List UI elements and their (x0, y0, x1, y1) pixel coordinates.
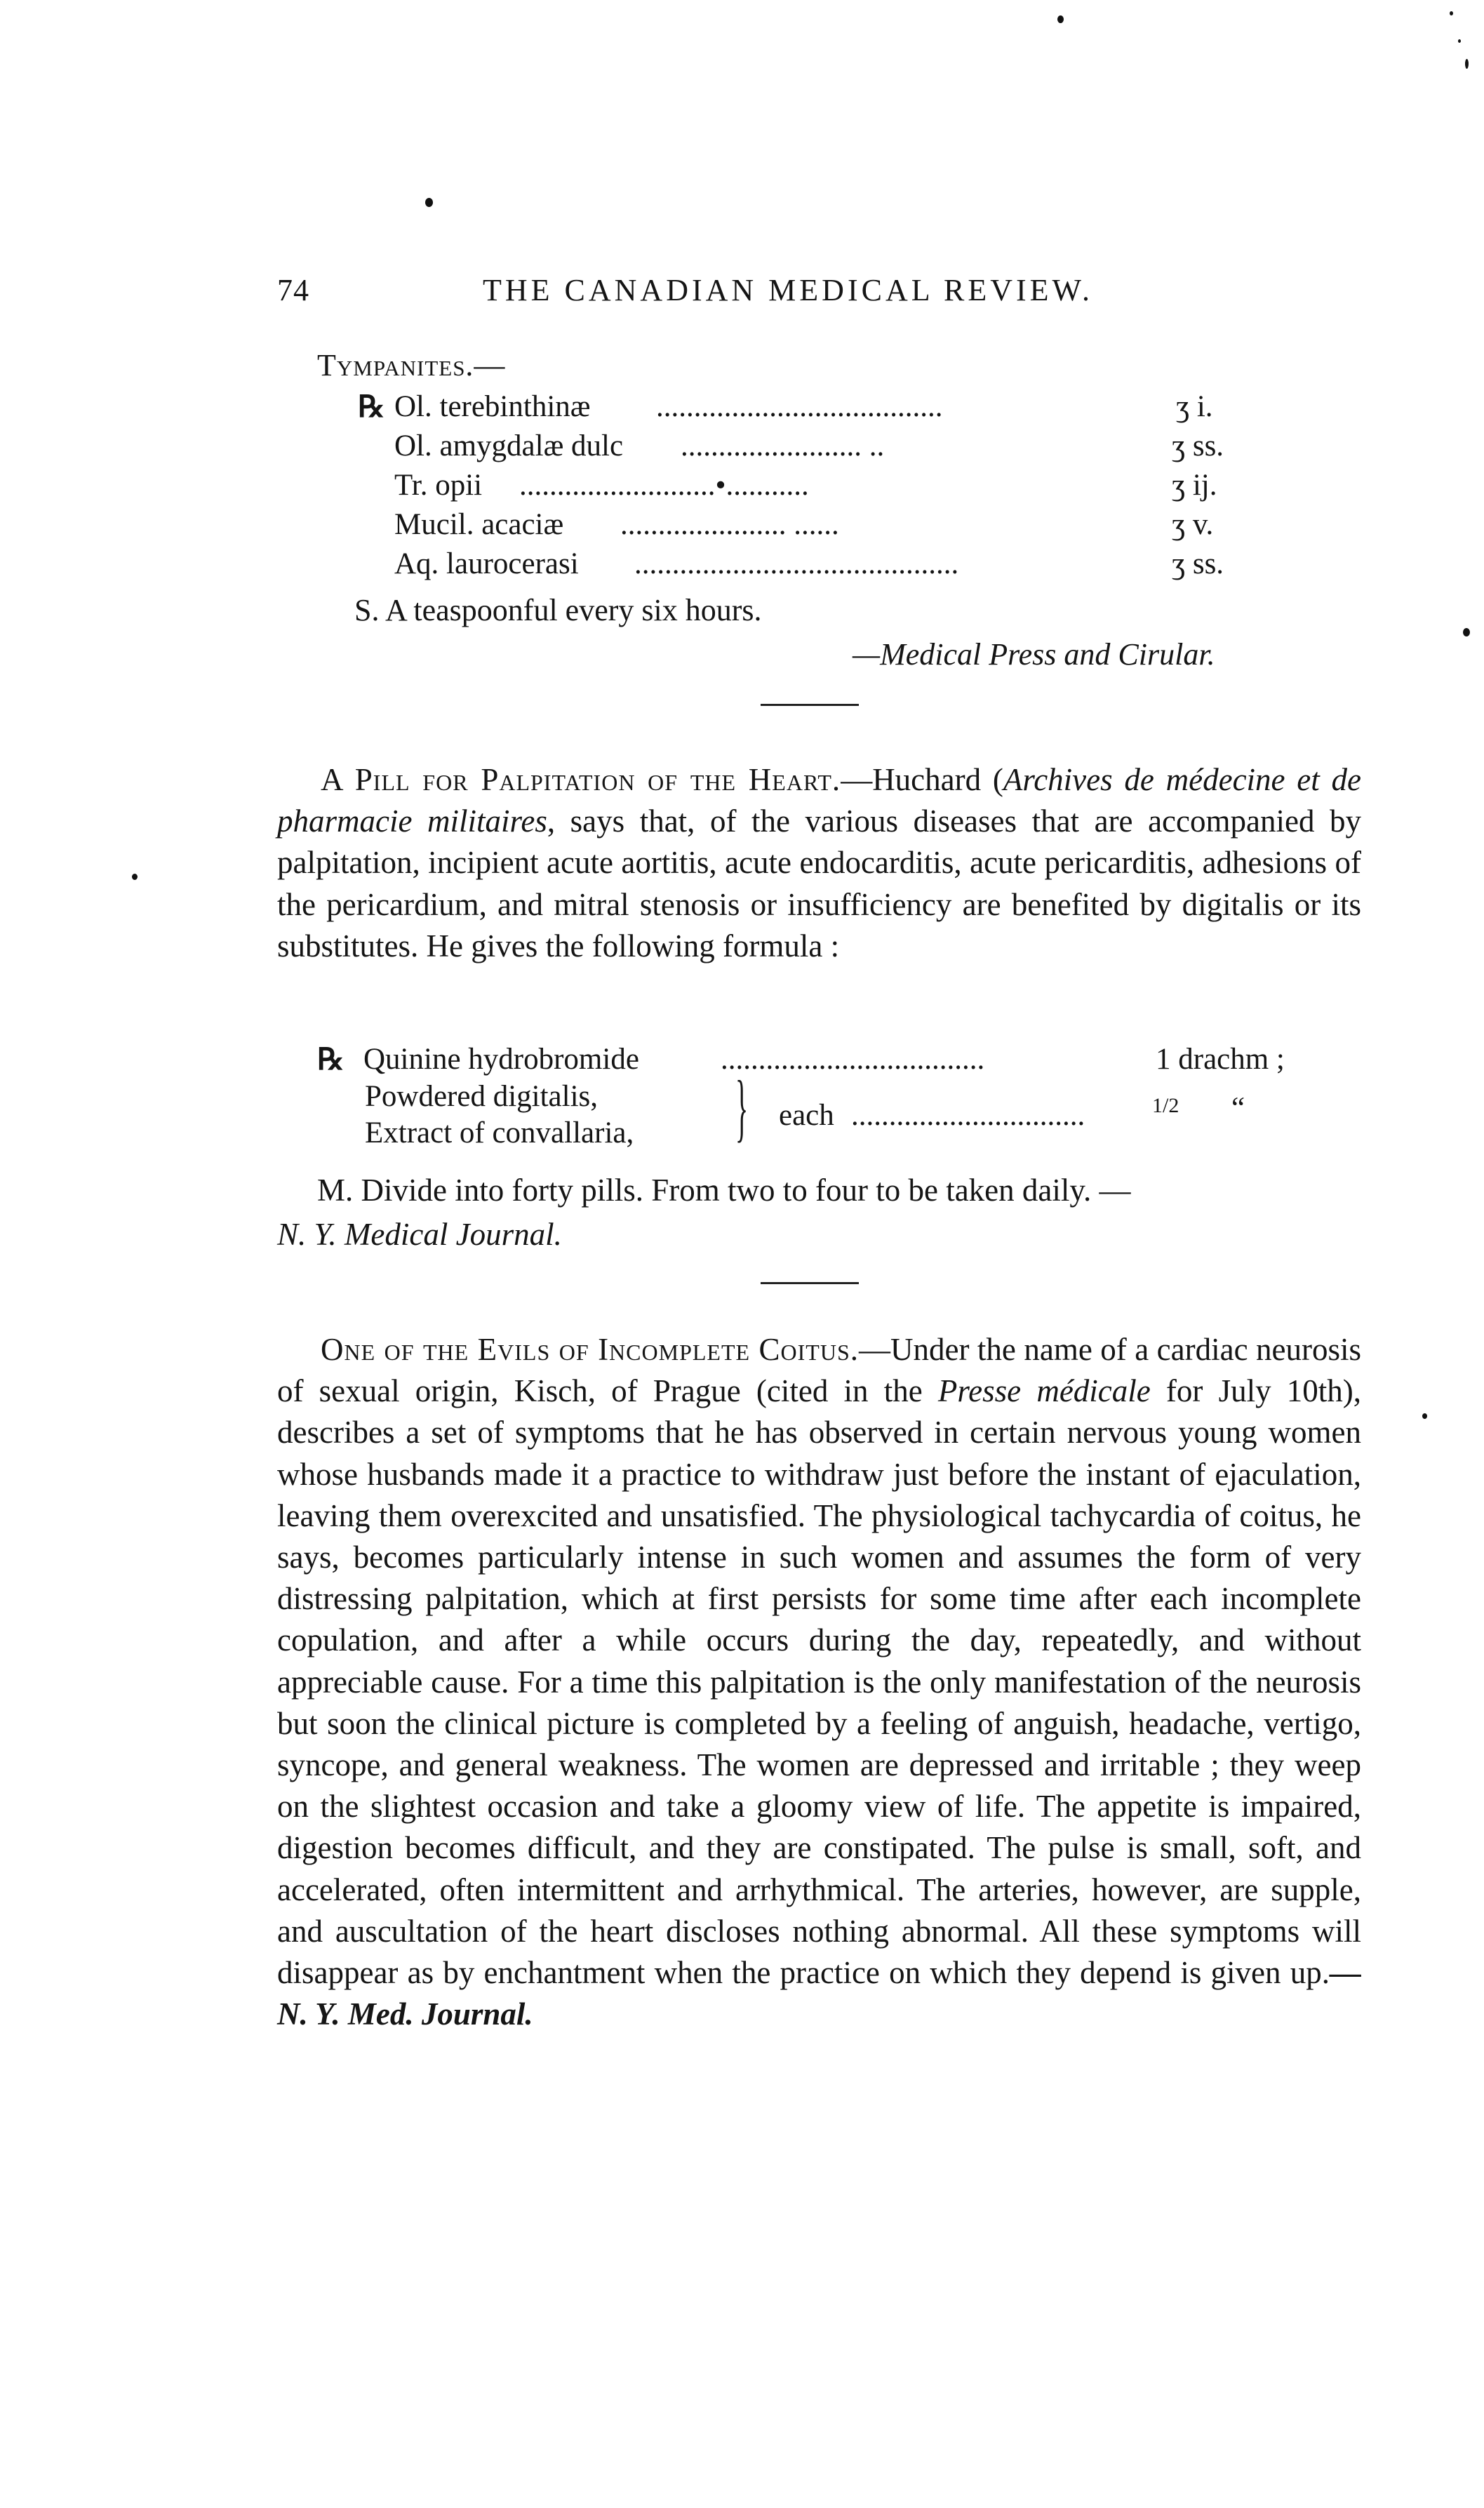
leader-dots: ...................... ...... (620, 508, 839, 541)
scan-speck (1463, 628, 1470, 636)
journal-title: THE CANADIAN MEDICAL REVIEW. (483, 273, 1093, 307)
scan-speck (1057, 15, 1064, 23)
ingredient-name: Aq. laurocerasi (394, 547, 579, 580)
dose: ʒ v. (1172, 508, 1214, 541)
scan-speck (1465, 59, 1469, 69)
signa-line: S. A teaspoonful every six hours. (354, 593, 762, 627)
leader-dots: ........................................... (634, 547, 959, 580)
ingredient-name: Mucil. acaciæ (394, 508, 564, 541)
ingredient-name: Powdered digitalis, (365, 1080, 599, 1113)
rx-symbol: ℞ (317, 1043, 345, 1076)
palpitation-paragraph: A Pill for Palpitation of the Heart.—Huchard (Archives de médecine et de pharmacie militaires, says that, of the various diseases that are accompanied by palpitation, incipient acute aortitis, acute endocarditis, acute pericarditis, adhesions of the pericardium, and mitral stenosis or insufficiency are benefited by digitalis or its substitutes. He gives the following formula : (277, 762, 1362, 963)
dose: 1 drachm ; (1156, 1043, 1285, 1076)
section-heading: One of the Evils of Incomplete Coitus. (321, 1332, 860, 1367)
dose: ʒ ss. (1172, 429, 1224, 462)
scan-speck (1458, 39, 1461, 43)
ingredient-name: Ol. amygdalæ dulc (394, 429, 624, 462)
leader-dots: ..........................•........... (519, 469, 809, 502)
ingredient-name: Ol. terebinthinæ (394, 390, 591, 423)
dose: ʒ ij. (1172, 469, 1217, 502)
ingredient-name: Extract of convallaria, (365, 1116, 634, 1149)
coitus-paragraph: One of the Evils of Incomplete Coitus.—Under the name of a cardiac neurosis of sexual origin, Kisch, of Prague (cited in the Presse médicale for July 10th), describes a set of symptoms that he has observed in certain nervous young women whose husbands made it a practice to withdraw just before the instant of ejaculation, leaving them overexcited and unsatisfied. The physiological tachycardia of coitus, he says, becomes particularly intense in such women and assumes the form of very distressing palpitation, which at first persists for some time after each incomplete copulation, and after a while occurs during the day, repeatedly, and without appreciable cause. For a time this palpitation is the only manifestation of the neurosis but soon the clinical picture is completed by a feeling of anguish, headache, vertigo, syncope, and general weakness. The women are depressed and irritable ; they weep on the slightest occasion and take a gloomy view of life. The appetite is impaired, digestion becomes difficult, and they are constipated. The pulse is small, soft, and accelerated, often intermittent and arrhythmical. The arteries, however, are supple, and auscultation of the heart discloses nothing abnormal. All these symptoms will disappear as by enchantment when the practice on which they depend is given up.—N. Y. Med. Journal. (277, 1332, 1361, 2032)
page-number: 74 (277, 273, 309, 307)
section-heading: A Pill for Palpitation of the Heart. (321, 762, 841, 797)
dose: ʒ i. (1172, 389, 1213, 424)
journal-name: Archives de médecine et de pharmacie militaires (277, 762, 1361, 839)
leader-dots: ........................ .. (681, 429, 885, 462)
section-divider (761, 704, 859, 706)
leader-dots: ................................... (721, 1043, 985, 1076)
leader-dots: ...................................... (656, 390, 943, 423)
misce-line: M. Divide into forty pills. From two to four to be taken daily. — (317, 1173, 1131, 1208)
source-citation: N. Y. Medical Journal. (277, 1217, 562, 1252)
dose: ʒ ss. (1172, 547, 1224, 580)
ditto-mark: “ (1231, 1092, 1245, 1125)
scan-speck (425, 198, 433, 207)
scan-speck (1422, 1413, 1427, 1419)
journal-name: Presse médicale (937, 1373, 1151, 1409)
leader-dots: ............................... (851, 1099, 1085, 1132)
section-divider (761, 1282, 859, 1284)
scan-speck (132, 874, 138, 880)
scan-speck (1450, 11, 1453, 15)
dose: 1/2 (1152, 1094, 1179, 1117)
ingredient-name: Tr. opii (394, 469, 483, 502)
rx-symbol: ℞ (358, 391, 385, 424)
each-label: each (779, 1099, 834, 1132)
source-citation: —N. Y. Med. Journal. (277, 1955, 1361, 2032)
source-citation: —Medical Press and Cirular. (853, 637, 1215, 672)
tympanites-heading: Tympanites.— (317, 348, 506, 382)
grouping-brace: } (735, 1066, 749, 1149)
ingredient-name: Quinine hydrobromide (363, 1043, 639, 1076)
